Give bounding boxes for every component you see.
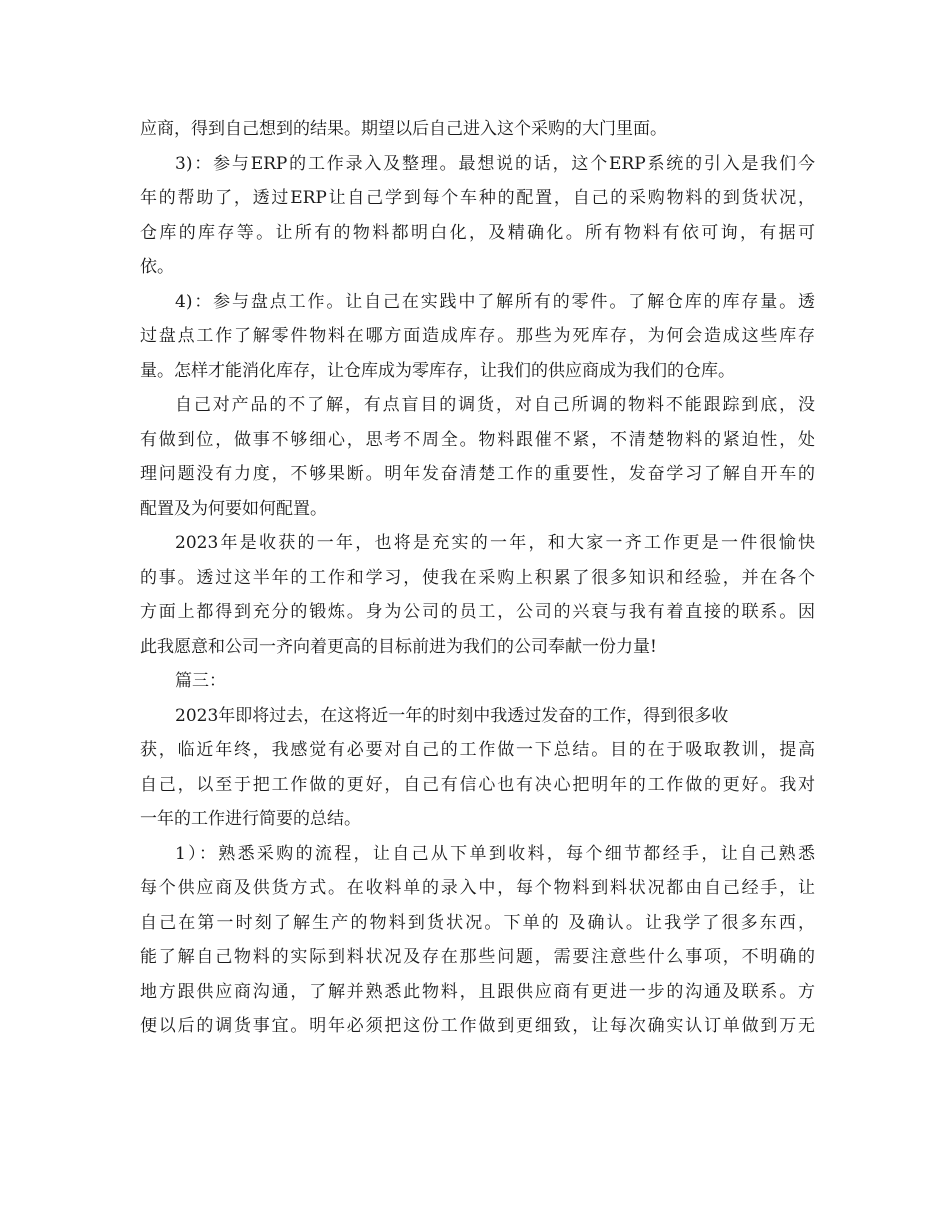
text-line: 依。 (140, 257, 174, 277)
text-line: 2023年是收获的一年，也将是充实的一年，和大家一齐工作更是一件很愉快 (175, 533, 815, 553)
text-line: 理问题没有力度，不够果断。明年发奋清楚工作的重要性，发奋学习了解自开车的 (140, 464, 815, 484)
text-line: 自己对产品的不了解，有点盲目的调货，对自己所调的物料不能跟踪到底，没 (175, 395, 815, 415)
text-line: 自己，以至于把工作做的更好，自己有信心也有决心把明年的工作做的更好。我对 (140, 774, 815, 795)
text-line: 一年的工作进行简要的总结。 (140, 809, 361, 829)
text-line: 2023年即将过去，在这将近一年的时刻中我透过发奋的工作，得到很多收 (175, 705, 729, 726)
text-line: 有做到位，做事不够细心，思考不周全。物料跟催不紧，不清楚物料的紧迫性，处 (140, 429, 815, 450)
text-line: 4)：参与盘点工作。让自己在实践中了解所有的零件。了解仓库的库存量。透 (175, 291, 815, 312)
text-line: 获，临近年终，我感觉有必要对自己的工作做一下总结。目的在于吸取教训，提高 (140, 740, 815, 760)
text-line: 应商，得到自己想到的结果。期望以后自己进入这个采购的大门里面。 (140, 119, 667, 139)
text-line: 每个供应商及供货方式。在收料单的录入中，每个物料到料状况都由自己经手，让 (140, 878, 815, 898)
text-line: 篇三： (175, 671, 226, 691)
text-line: 的事。透过这半年的工作和学习，使我在采购上积累了很多知识和经验，并在各个 (140, 567, 815, 588)
text-line: 过盘点工作了解零件物料在哪方面造成库存。那些为死库存，为何会造成这些库存 (140, 326, 815, 346)
text-line: 1）：熟悉采购的流程，让自己从下单到收料，每个细节都经手，让自己熟悉 (175, 843, 815, 864)
text-line: 能了解自己物料的实际到料状况及存在那些问题，需要注意些什么事项，不明确的 (140, 947, 815, 967)
text-line: 3)：参与ERP的工作录入及整理。最想说的话，这个ERP系统的引入是我们今 (175, 153, 815, 174)
text-line: 配置及为何要如何配置。 (140, 498, 327, 519)
text-line: 此我愿意和公司一齐向着更高的目标前进为我们的公司奉献一份力量! (140, 636, 657, 657)
text-line: 仓库的库存等。让所有的物料都明白化，及精确化。所有物料有依可询，有据可 (140, 222, 815, 243)
text-line: 自己在第一时刻了解生产的物料到货状况。下单的 及确认。让我学了很多东西， (140, 912, 815, 933)
text-line: 地方跟供应商沟通，了解并熟悉此物料，且跟供应商有更进一步的沟通及联系。方 (140, 981, 815, 1002)
text-line: 方面上都得到充分的锻炼。身为公司的员工，公司的兴衰与我有着直接的联系。因 (140, 602, 815, 622)
text-line: 年的帮助了，透过ERP让自己学到每个车种的配置，自己的采购物料的到货状况， (140, 188, 815, 208)
text-line: 量。怎样才能消化库存，让仓库成为零库存，让我们的供应商成为我们的仓库。 (140, 360, 735, 381)
text-line: 便以后的调货事宜。明年必须把这份工作做到更细致，让每次确实认订单做到万无 (140, 1016, 815, 1036)
document-body (140, 112, 815, 1044)
